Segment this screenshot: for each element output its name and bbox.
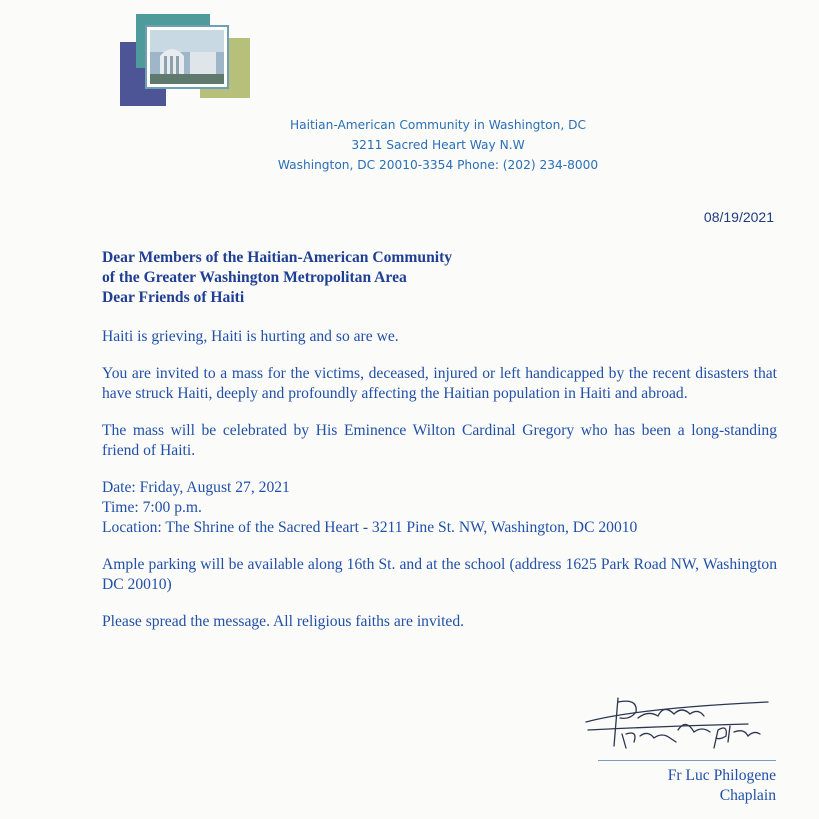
event-details xyxy=(102,478,777,538)
event-time: Time: 7:00 p.m. xyxy=(102,499,202,516)
greeting xyxy=(102,248,452,308)
paragraph-closing: Please spread the message. All religious faiths are invited. xyxy=(102,613,465,630)
event-date: Date: Friday, August 27, 2021 xyxy=(102,479,290,496)
greeting-line-3: Dear Friends of Haiti xyxy=(102,289,245,306)
signer-block xyxy=(668,766,776,806)
paragraph-invitation: You are invited to a mass for the victims, deceased, injured or left handicapped by the recent disasters that have struck Haiti, deeply and profoundly affecting the Haitian population in Haiti and abroad. xyxy=(102,365,777,402)
organization-city-phone: Washington, DC 20010-3354 Phone: (202) 234-8000 xyxy=(277,158,599,172)
greeting-line-1: Dear Members of the Haitian-American Community xyxy=(102,249,453,266)
greeting-line-2: of the Greater Washington Metropolitan Area xyxy=(102,269,407,286)
organization-address: 3211 Sacred Heart Way N.W xyxy=(351,138,525,152)
paragraph-grieving: Haiti is grieving, Haiti is hurting and so are we. xyxy=(102,328,399,345)
signature-line xyxy=(598,760,776,761)
paragraph-celebrant: The mass will be celebrated by His Eminence Wilton Cardinal Gregory who has been a long-standing friend of Haiti. xyxy=(102,422,777,459)
letterhead xyxy=(200,115,676,175)
letter-body xyxy=(102,327,777,649)
organization-logo xyxy=(120,12,252,108)
paragraph-parking: Ample parking will be available along 16th St. and at the school (address 1625 Park Road NW, Washington DC 20010) xyxy=(102,556,777,593)
signer-name: Fr Luc Philogene xyxy=(667,767,776,784)
letter-date: 08/19/2021 xyxy=(703,209,774,225)
signer-title: Chaplain xyxy=(719,787,776,804)
organization-name: Haitian-American Community in Washington, DC xyxy=(289,118,587,132)
shrine-building-icon xyxy=(150,30,224,84)
handwritten-signature xyxy=(578,690,778,750)
event-location: Location: The Shrine of the Sacred Heart - 3211 Pine St. NW, Washington, DC 20010 xyxy=(102,519,638,536)
